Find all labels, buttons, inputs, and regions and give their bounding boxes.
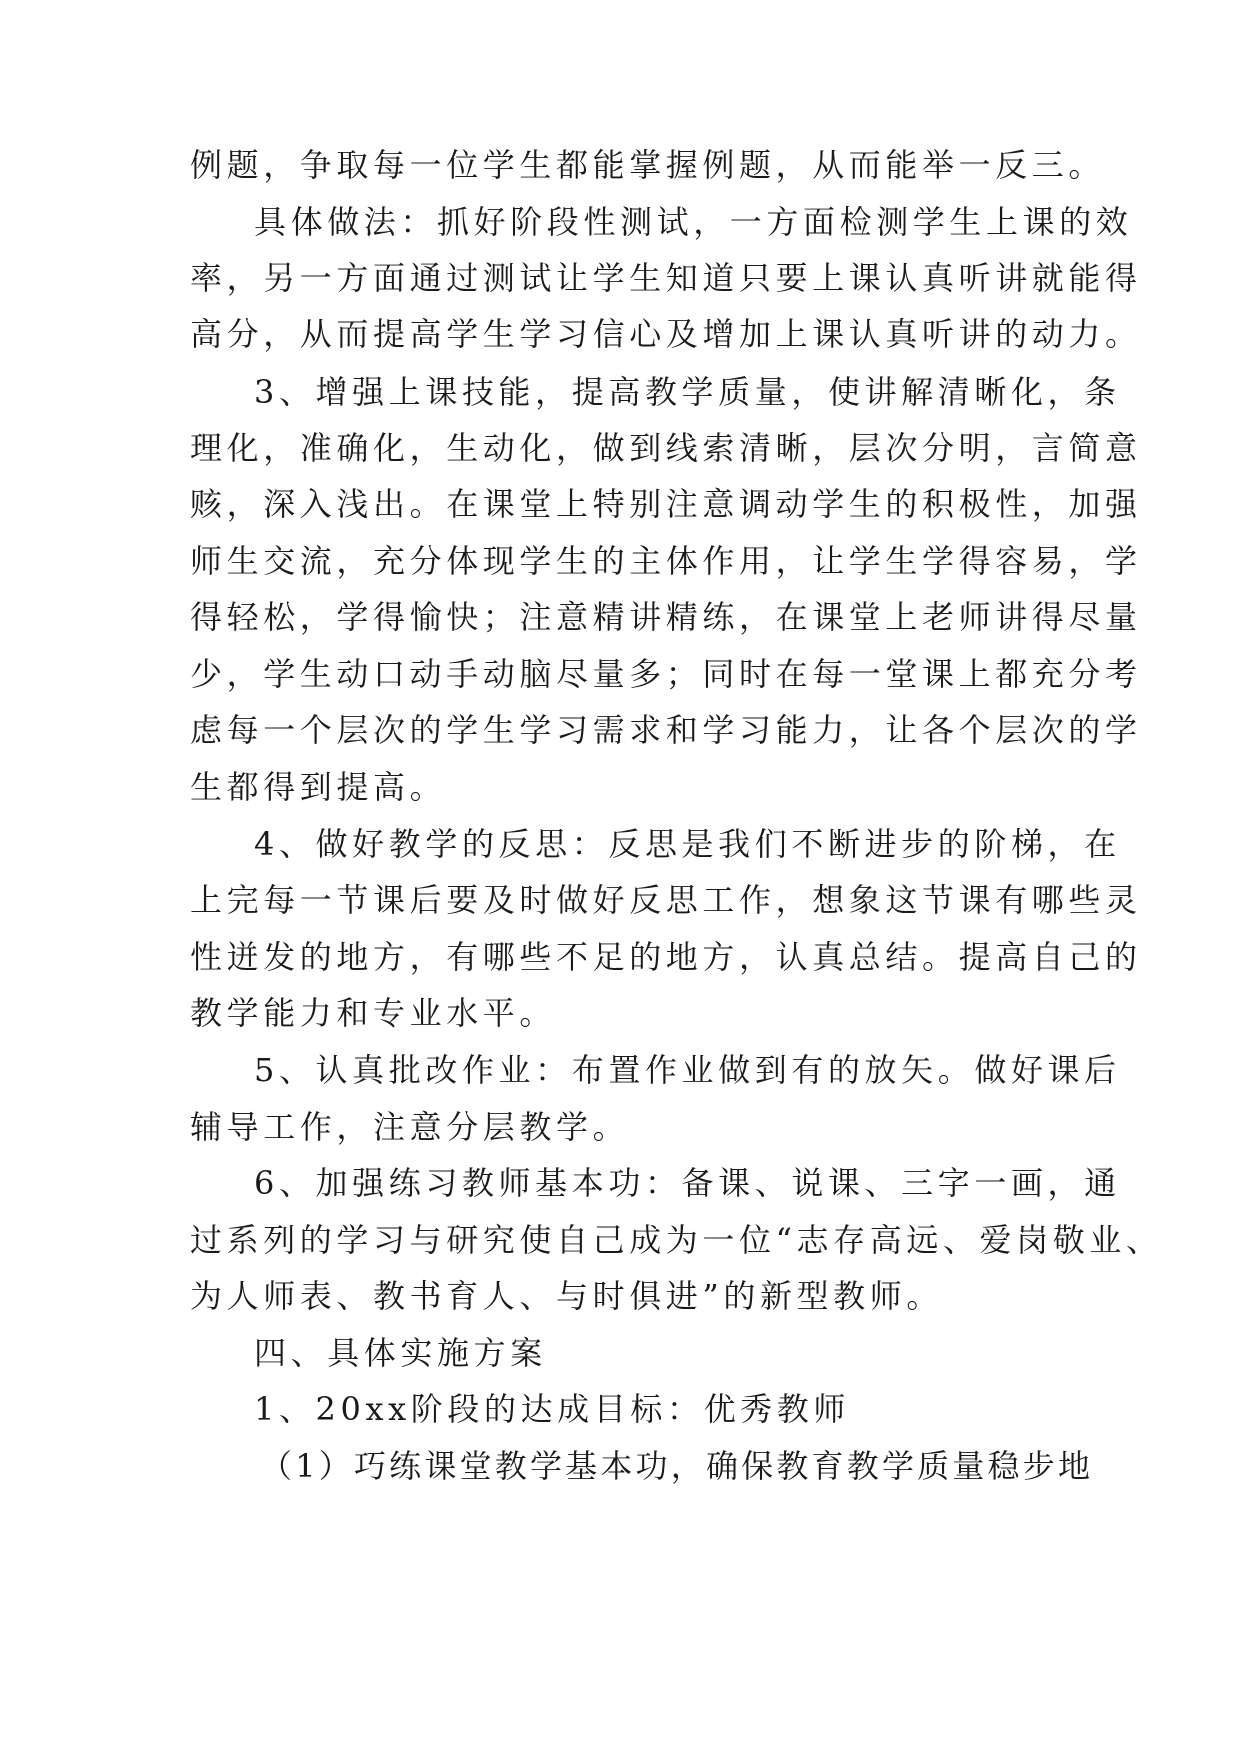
paragraph-line-6: 理化，准确化，生动化，做到线索清晰，层次分明，言简意	[190, 429, 1142, 467]
paragraph-line-3: 率，另一方面通过测试让学生知道只要上课认真听讲就能得	[190, 259, 1142, 297]
paragraph-line-19: 6、加强练习教师基本功：备课、说课、三字一画，通	[254, 1164, 1121, 1202]
paragraph-line-18: 辅导工作，注意分层教学。	[190, 1108, 630, 1146]
subsection-heading: 1、20xx阶段的达成目标：优秀教师	[254, 1390, 850, 1428]
paragraph-line-4: 高分，从而提高学生学习信心及增加上课认真听讲的动力。	[190, 315, 1142, 353]
paragraph-line-8: 师生交流，充分体现学生的主体作用，让学生学得容易，学	[190, 542, 1142, 580]
paragraph-line-15: 性迸发的地方，有哪些不足的地方，认真总结。提高自己的	[190, 938, 1142, 976]
paragraph-line-9: 得轻松，学得愉快；注意精讲精练，在课堂上老师讲得尽量	[190, 598, 1142, 636]
paragraph-line-12: 生都得到提高。	[190, 768, 447, 806]
paragraph-line-13: 4、做好教学的反思：反思是我们不断进步的阶梯，在	[254, 825, 1121, 863]
paragraph-line-24: （1）巧练课堂教学基本功，确保教育教学质量稳步地	[260, 1447, 1094, 1485]
paragraph-line-1: 例题，争取每一位学生都能掌握例题，从而能举一反三。	[190, 146, 1106, 184]
paragraph-line-10: 少，学生动口动手动脑尽量多；同时在每一堂课上都充分考	[190, 655, 1142, 693]
paragraph-line-20: 过系列的学习与研究使自己成为一位“志存高远、爱岗敬业、	[190, 1221, 1163, 1259]
paragraph-line-2: 具体做法：抓好阶段性测试，一方面检测学生上课的效	[254, 203, 1133, 241]
paragraph-line-5: 3、增强上课技能，提高教学质量，使讲解清晰化，条	[254, 373, 1121, 411]
paragraph-line-17: 5、认真批改作业：布置作业做到有的放矢。做好课后	[254, 1051, 1121, 1089]
paragraph-line-21: 为人师表、教书育人、与时俱进”的新型教师。	[190, 1277, 943, 1315]
paragraph-line-7: 赅，深入浅出。在课堂上特别注意调动学生的积极性，加强	[190, 485, 1142, 523]
paragraph-line-16: 教学能力和专业水平。	[190, 994, 557, 1032]
section-heading: 四、具体实施方案	[254, 1334, 547, 1372]
paragraph-line-11: 虑每一个层次的学生学习需求和学习能力，让各个层次的学	[190, 711, 1142, 749]
paragraph-line-14: 上完每一节课后要及时做好反思工作，想象这节课有哪些灵	[190, 881, 1142, 919]
